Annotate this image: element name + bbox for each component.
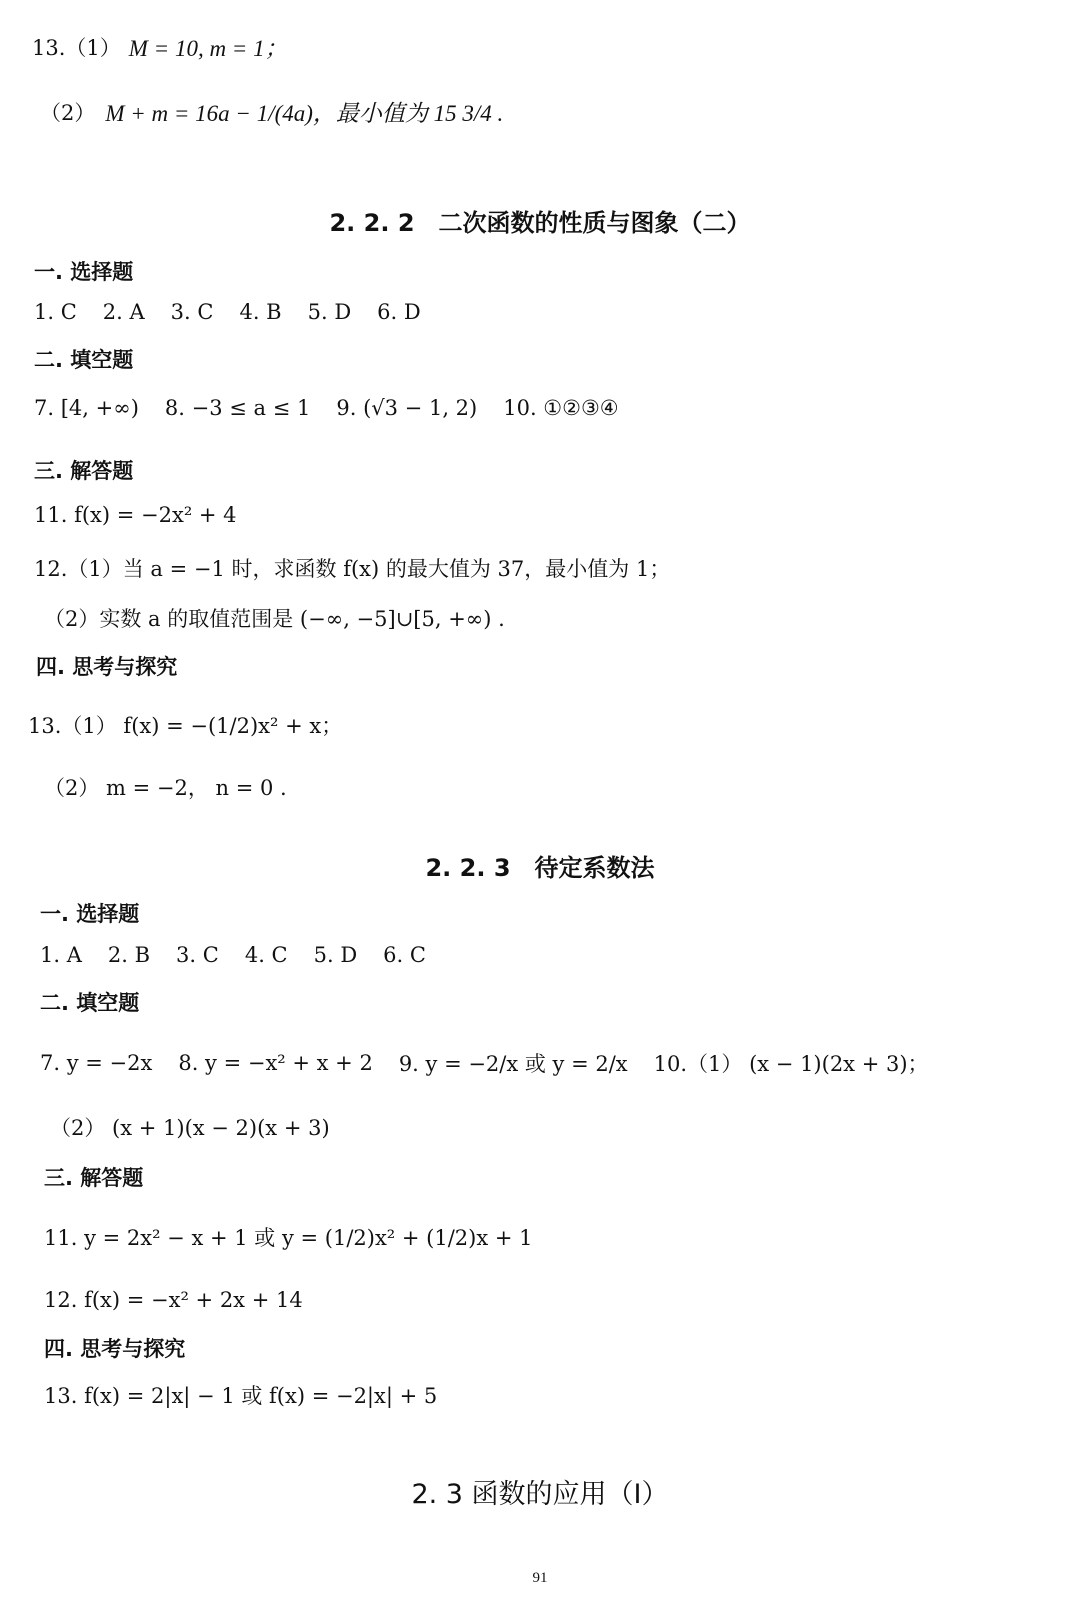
heading-choice: 一. 选择题 [34, 260, 134, 284]
choice-6: 6. C [383, 943, 426, 967]
answer-11-2: 11. y = 2x² − x + 1 或 y = (1/2)x² + (1/2)x + 1 [44, 1226, 533, 1250]
choice-4: 4. C [244, 943, 288, 967]
section-title-2-3: 2. 3 函数的应用（Ⅰ） [411, 1479, 669, 1510]
heading-fill-2: 二. 填空题 [40, 991, 140, 1015]
fill-8: 8. y = −x² + x + 2 [178, 1051, 373, 1075]
page-number: 91 [532, 1570, 548, 1586]
choice-answers-2 [40, 943, 452, 967]
label: （2） [40, 100, 96, 125]
choice-1: 1. A [40, 943, 82, 967]
choice-1: 1. C [34, 300, 77, 324]
math: M = 10, m = 1； [128, 36, 288, 61]
answer-12-part2: （2）实数 a 的取值范围是 (−∞, −5]∪[5, +∞) . [44, 607, 505, 631]
fill-10: 10.（1） (x − 1)(2x + 3)； [653, 1052, 929, 1076]
answer-13-part1 [32, 30, 288, 63]
choice-2: 2. B [107, 943, 151, 967]
fill-9: 9. (√3 − 1, 2) [336, 396, 478, 420]
fill-answers-2 [40, 1048, 955, 1078]
math: M + m = 16a − 1/(4a)，最小值为 15 3/4 . [105, 101, 504, 126]
fill-7: 7. y = −2x [40, 1051, 153, 1075]
choice-answers [34, 300, 447, 324]
heading-explore: 四. 思考与探究 [36, 655, 178, 679]
heading-choice-2: 一. 选择题 [40, 902, 140, 926]
answer-13-2: 13. f(x) = 2|x| − 1 或 f(x) = −2|x| + 5 [44, 1384, 438, 1408]
fill-8: 8. −3 ≤ a ≤ 1 [164, 396, 311, 420]
heading-fill: 二. 填空题 [34, 348, 134, 372]
choice-5: 5. D [313, 943, 358, 967]
fill-9: 9. y = −2/x 或 y = 2/x [398, 1052, 628, 1076]
answer-12-2: 12. f(x) = −x² + 2x + 14 [44, 1288, 303, 1312]
choice-5: 5. D [307, 300, 352, 324]
fill-answers [34, 396, 645, 420]
answer-13-part2-b: （2） m = −2， n = 0 . [44, 776, 287, 800]
choice-3: 3. C [170, 300, 214, 324]
fill-10-part2: （2） (x + 1)(x − 2)(x + 3) [50, 1116, 330, 1140]
heading-explore-2: 四. 思考与探究 [44, 1337, 186, 1361]
answer-12-part1: 12.（1）当 a = −1 时，求函数 f(x) 的最大值为 37，最小值为 1； [34, 557, 671, 581]
fill-10: 10. ①②③④ [503, 396, 619, 420]
choice-3: 3. C [176, 943, 219, 967]
section-title-2-2-3: 2. 2. 3 待定系数法 [425, 854, 655, 882]
answer-11: 11. f(x) = −2x² + 4 [34, 503, 237, 527]
heading-solve-2: 三. 解答题 [44, 1166, 144, 1190]
section-title-2-2-2: 2. 2. 2 二次函数的性质与图象（二） [329, 209, 751, 237]
label: 13.（1） [32, 35, 121, 60]
choice-2: 2. A [102, 300, 145, 324]
heading-solve: 三. 解答题 [34, 459, 134, 483]
choice-4: 4. B [239, 300, 282, 324]
fill-7: 7. [4, +∞) [34, 396, 139, 420]
answer-13-part2 [40, 95, 503, 128]
answer-13-part1-b: 13.（1） f(x) = −(1/2)x² + x； [28, 714, 343, 738]
choice-6: 6. D [377, 300, 421, 324]
